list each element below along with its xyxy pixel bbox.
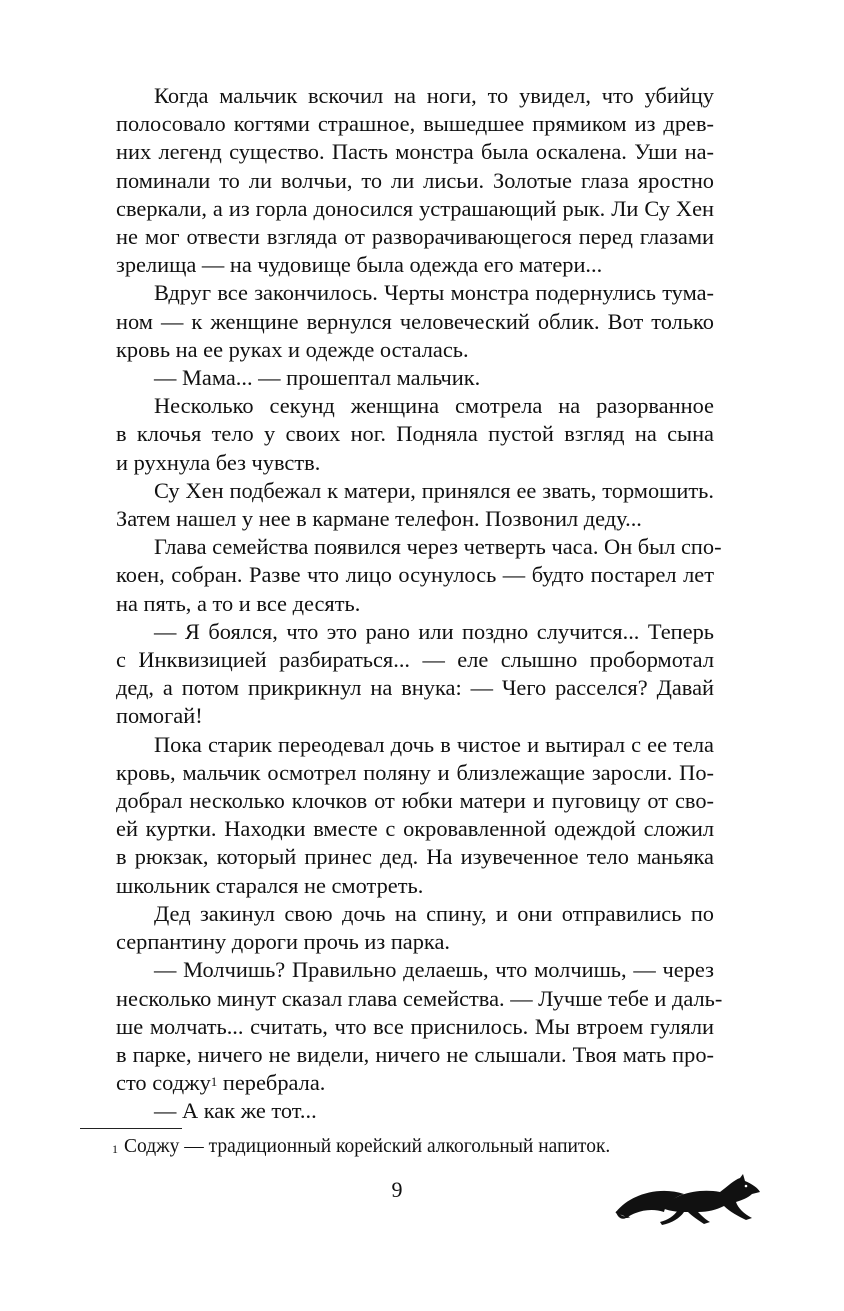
footnote-divider <box>80 1128 182 1129</box>
text-line: Дед закинул свою дочь на спину, и они отправились по <box>154 900 714 926</box>
text-line: зрелища — на чудовище была одежда его матери... <box>116 252 603 278</box>
fox-leg <box>660 1210 684 1225</box>
paragraph <box>78 618 714 731</box>
text-line: Пока старик переодевал дочь в чистое и вытирал с ее тела <box>154 731 714 757</box>
text-line: Су Хен подбежал к матери, принялся ее звать, тормошить. <box>154 477 714 503</box>
footnote-mark: 1 <box>112 1142 118 1156</box>
footnote <box>112 1134 712 1160</box>
main-text <box>78 82 723 1126</box>
text-line: Вдруг все закончилось. Черты монстра подернулись тума- <box>154 280 714 306</box>
text-line: помогай! <box>116 703 203 729</box>
text-line: кровь на ее руках и одежде осталась. <box>116 336 469 362</box>
page-number: 9 <box>391 1177 403 1202</box>
paragraph <box>78 1097 714 1125</box>
text-line: — Я боялся, что это рано или поздно случится... Теперь <box>154 618 714 644</box>
text-line: в клочья тело у своих ног. Подняла пустой взгляд на сына <box>116 421 714 447</box>
paragraph <box>78 82 714 279</box>
fox-eye <box>745 1185 748 1188</box>
paragraph <box>78 533 722 618</box>
paragraph <box>78 279 714 364</box>
text-line: кровь, мальчик осмотрел поляну и близлежащие заросли. По- <box>116 759 714 785</box>
text-line: школьник старался не смотреть. <box>116 872 424 898</box>
text-line: ном — к женщине вернулся человеческий облик. Вот только <box>116 308 714 334</box>
text-line: — А как же тот... <box>154 1098 317 1124</box>
footnote-reference[interactable]: 1 <box>210 1074 218 1090</box>
fox-icon <box>612 1172 762 1226</box>
text-line: коен, собран. Разве что лицо осунулось — будто постарел лет <box>116 562 714 588</box>
paragraph <box>78 364 714 392</box>
text-line: Глава семейства появился через четверть часа. Он был спо- <box>154 534 722 560</box>
text-line: несколько минут сказал глава семейства. — Лучше тебе и даль- <box>116 985 723 1011</box>
text-line: в парке, ничего не видели, ничего не слышали. Твоя мать про- <box>116 1041 714 1067</box>
text-line: с Инквизицией разбираться... — еле слышно пробормотал <box>116 647 714 673</box>
text-line: серпантину дороги прочь из парка. <box>116 929 451 955</box>
paragraph <box>78 477 714 533</box>
paragraph <box>78 731 714 900</box>
text-line: — Мама... — прошептал мальчик. <box>154 365 481 391</box>
text-fragment: сто соджу <box>116 1070 211 1096</box>
text-line: дед, а потом прикрикнул на внука: — Чего расселся? Давай <box>116 675 714 701</box>
text-line: сверкали, а из горла доносился устрашающий рык. Ли Су Хен <box>116 195 714 221</box>
text-line: ей куртки. Находки вместе с окровавленной одеждой сложил <box>116 816 714 842</box>
text-line: в рюкзак, который принес дед. На изувеченное тело маньяка <box>116 844 714 870</box>
text-line: Несколько секунд женщина смотрела на разорванное <box>154 393 714 419</box>
text-line: — Молчишь? Правильно делаешь, что молчишь, — через <box>154 957 714 983</box>
text-line: не мог отвести взгляда от разворачивающегося перед глазами <box>116 224 714 250</box>
footnote-text: Соджу — традиционный корейский алкогольный напиток. <box>124 1136 611 1157</box>
paragraph <box>78 900 714 956</box>
text-line: полосовало когтями страшное, вышедшее прямиком из древ- <box>116 111 714 137</box>
text-line: Затем нашел у нее в кармане телефон. Позвонил деду... <box>116 506 642 532</box>
text-fragment: перебрала. <box>217 1070 326 1096</box>
text-line: добрал несколько клочков от юбки матери и пуговицу от сво- <box>116 788 714 814</box>
text-line: ше молчать... считать, что все приснилось. Мы втроем гуляли <box>116 1013 714 1039</box>
paragraph <box>78 392 714 477</box>
text-line: них легенд существо. Пасть монстра была оскалена. Уши на- <box>116 139 714 165</box>
text-line: Когда мальчик вскочил на ноги, то увидел, что убийцу <box>154 83 714 108</box>
text-line <box>78 1069 714 1097</box>
text-line: поминали то ли волчьи, то ли лисьи. Золотые глаза яростно <box>116 167 714 193</box>
text-line: на пять, а то и все десять. <box>116 590 361 616</box>
text-line: и рухнула без чувств. <box>116 449 321 475</box>
paragraph <box>78 956 723 1097</box>
